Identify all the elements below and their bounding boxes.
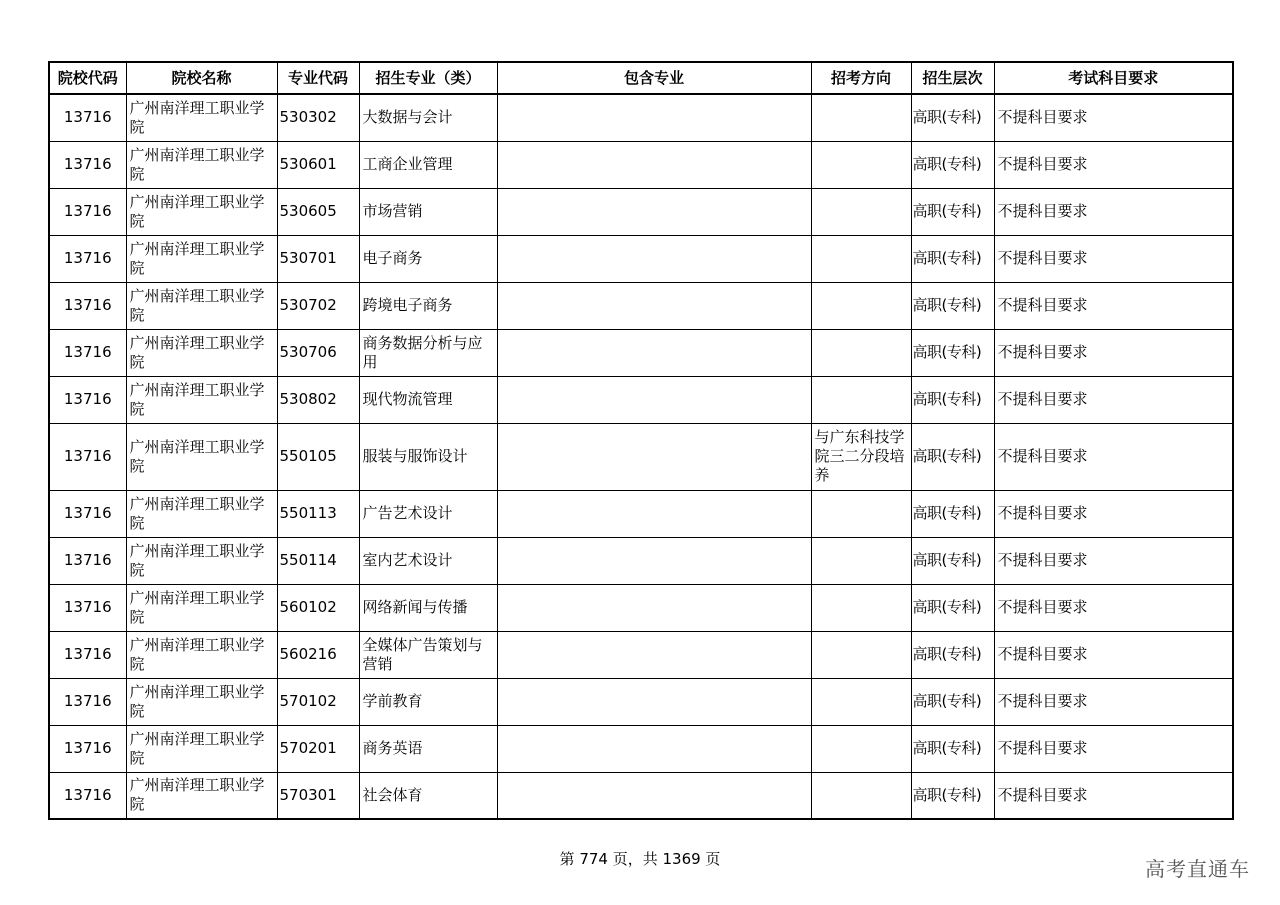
cell-school-name: 广州南洋理工职业学院 [126,94,277,141]
cell-included-majors [497,490,811,537]
cell-major: 商务英语 [359,725,497,772]
cell-level: 高职(专科) [911,678,994,725]
cell-school-name: 广州南洋理工职业学院 [126,772,277,819]
cell-school-code: 13716 [49,631,126,678]
cell-included-majors [497,235,811,282]
cell-major: 室内艺术设计 [359,537,497,584]
table-row [49,725,1233,772]
cell-requirement: 不提科目要求 [994,584,1233,631]
cell-direction [811,490,911,537]
cell-included-majors [497,329,811,376]
table-row [49,235,1233,282]
cell-level: 高职(专科) [911,423,994,490]
cell-included-majors [497,725,811,772]
cell-school-code: 13716 [49,537,126,584]
cell-level: 高职(专科) [911,725,994,772]
cell-school-name: 广州南洋理工职业学院 [126,188,277,235]
cell-direction [811,772,911,819]
cell-requirement: 不提科目要求 [994,490,1233,537]
cell-direction [811,678,911,725]
cell-direction [811,235,911,282]
enrollment-table [48,61,1234,820]
cell-included-majors [497,141,811,188]
cell-school-name: 广州南洋理工职业学院 [126,235,277,282]
cell-school-code: 13716 [49,376,126,423]
cell-included-majors [497,678,811,725]
cell-major: 学前教育 [359,678,497,725]
table-row [49,94,1233,141]
cell-direction [811,725,911,772]
cell-school-name: 广州南洋理工职业学院 [126,423,277,490]
cell-school-name: 广州南洋理工职业学院 [126,141,277,188]
cell-requirement: 不提科目要求 [994,423,1233,490]
cell-major-code: 560102 [277,584,359,631]
header-included-majors: 包含专业 [497,62,811,94]
table-row [49,631,1233,678]
cell-major: 工商企业管理 [359,141,497,188]
cell-school-code: 13716 [49,423,126,490]
cell-school-name: 广州南洋理工职业学院 [126,282,277,329]
cell-direction [811,329,911,376]
cell-major-code: 530601 [277,141,359,188]
table-row [49,329,1233,376]
cell-major-code: 530302 [277,94,359,141]
cell-included-majors [497,584,811,631]
cell-major-code: 560216 [277,631,359,678]
cell-requirement: 不提科目要求 [994,678,1233,725]
cell-major: 社会体育 [359,772,497,819]
cell-major-code: 550114 [277,537,359,584]
cell-school-code: 13716 [49,772,126,819]
cell-direction [811,584,911,631]
cell-school-name: 广州南洋理工职业学院 [126,725,277,772]
header-major-code: 专业代码 [277,62,359,94]
cell-level: 高职(专科) [911,94,994,141]
header-level: 招生层次 [911,62,994,94]
cell-school-code: 13716 [49,94,126,141]
cell-included-majors [497,188,811,235]
cell-school-name: 广州南洋理工职业学院 [126,537,277,584]
table-row [49,188,1233,235]
cell-school-name: 广州南洋理工职业学院 [126,329,277,376]
cell-level: 高职(专科) [911,772,994,819]
cell-school-code: 13716 [49,490,126,537]
cell-included-majors [497,94,811,141]
header-major: 招生专业（类） [359,62,497,94]
cell-requirement: 不提科目要求 [994,188,1233,235]
cell-level: 高职(专科) [911,235,994,282]
cell-major: 全媒体广告策划与营销 [359,631,497,678]
cell-included-majors [497,423,811,490]
table-row [49,537,1233,584]
cell-school-name: 广州南洋理工职业学院 [126,490,277,537]
cell-school-code: 13716 [49,141,126,188]
header-school-name: 院校名称 [126,62,277,94]
cell-major-code: 530802 [277,376,359,423]
cell-school-code: 13716 [49,188,126,235]
cell-major: 网络新闻与传播 [359,584,497,631]
page-number: 第 774 页，共 1369 页 [559,850,721,868]
table-row [49,772,1233,819]
cell-requirement: 不提科目要求 [994,772,1233,819]
cell-school-code: 13716 [49,282,126,329]
cell-requirement: 不提科目要求 [994,329,1233,376]
cell-school-code: 13716 [49,584,126,631]
cell-level: 高职(专科) [911,282,994,329]
cell-major-code: 530702 [277,282,359,329]
header-direction: 招考方向 [811,62,911,94]
cell-major: 现代物流管理 [359,376,497,423]
cell-direction: 与广东科技学院三二分段培养 [811,423,911,490]
cell-direction [811,141,911,188]
header-school-code: 院校代码 [49,62,126,94]
cell-direction [811,631,911,678]
cell-major: 市场营销 [359,188,497,235]
cell-direction [811,537,911,584]
cell-major: 广告艺术设计 [359,490,497,537]
cell-level: 高职(专科) [911,141,994,188]
cell-major-code: 570301 [277,772,359,819]
cell-requirement: 不提科目要求 [994,725,1233,772]
cell-included-majors [497,772,811,819]
cell-requirement: 不提科目要求 [994,537,1233,584]
cell-direction [811,94,911,141]
cell-direction [811,376,911,423]
cell-major: 大数据与会计 [359,94,497,141]
cell-included-majors [497,376,811,423]
cell-school-name: 广州南洋理工职业学院 [126,376,277,423]
cell-school-code: 13716 [49,329,126,376]
cell-major: 电子商务 [359,235,497,282]
cell-school-code: 13716 [49,678,126,725]
cell-direction [811,188,911,235]
cell-requirement: 不提科目要求 [994,141,1233,188]
cell-requirement: 不提科目要求 [994,94,1233,141]
cell-major-code: 570102 [277,678,359,725]
cell-level: 高职(专科) [911,376,994,423]
cell-major-code: 550113 [277,490,359,537]
cell-level: 高职(专科) [911,329,994,376]
table-row [49,678,1233,725]
cell-level: 高职(专科) [911,631,994,678]
cell-major-code: 550105 [277,423,359,490]
cell-included-majors [497,282,811,329]
table-row [49,376,1233,423]
table-row [49,141,1233,188]
table-header-row [49,62,1233,94]
cell-major-code: 530605 [277,188,359,235]
watermark-logo: 高考直通车 [1145,857,1250,881]
cell-school-code: 13716 [49,725,126,772]
cell-included-majors [497,631,811,678]
cell-major-code: 530701 [277,235,359,282]
cell-major: 跨境电子商务 [359,282,497,329]
cell-school-name: 广州南洋理工职业学院 [126,631,277,678]
cell-requirement: 不提科目要求 [994,376,1233,423]
cell-level: 高职(专科) [911,584,994,631]
cell-school-name: 广州南洋理工职业学院 [126,678,277,725]
cell-major-code: 530706 [277,329,359,376]
table-row [49,490,1233,537]
cell-direction [811,282,911,329]
cell-major-code: 570201 [277,725,359,772]
cell-level: 高职(专科) [911,188,994,235]
table-row [49,584,1233,631]
header-requirement: 考试科目要求 [994,62,1233,94]
table-row [49,423,1233,490]
cell-included-majors [497,537,811,584]
table-body [49,94,1233,819]
cell-major: 商务数据分析与应用 [359,329,497,376]
table-row [49,282,1233,329]
cell-requirement: 不提科目要求 [994,631,1233,678]
cell-school-name: 广州南洋理工职业学院 [126,584,277,631]
cell-school-code: 13716 [49,235,126,282]
cell-requirement: 不提科目要求 [994,282,1233,329]
cell-level: 高职(专科) [911,537,994,584]
cell-major: 服装与服饰设计 [359,423,497,490]
cell-level: 高职(专科) [911,490,994,537]
cell-requirement: 不提科目要求 [994,235,1233,282]
